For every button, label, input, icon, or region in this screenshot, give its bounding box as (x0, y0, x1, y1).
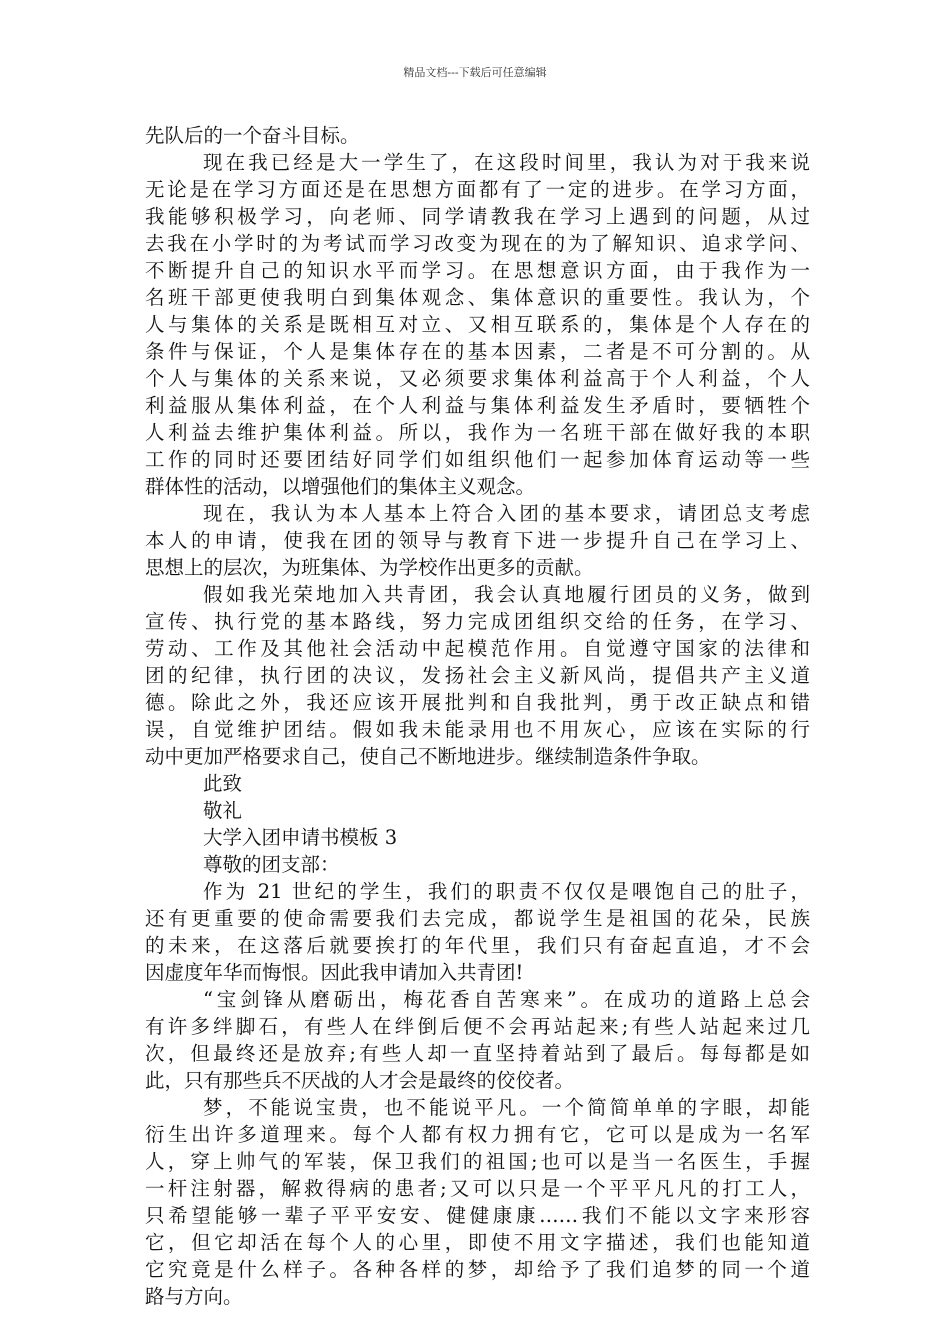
text-line: 利益服从集体利益，在个人利益与集体利益发生矛盾时，要牺牲个 (145, 394, 810, 417)
text-line: 工作的同时还要团结好同学们如组织他们一起参加体育运动等一些 (145, 448, 810, 471)
text-line: 个人与集体的关系来说，又必须要求集体利益高于个人利益，个人 (145, 367, 810, 390)
text-line: 只希望能够一辈子平平安安、健健康康……我们不能以文字来形容 (145, 1204, 810, 1227)
text-line: 本人的申请，使我在团的领导与教育下进一步提升自己在学习上、 (145, 529, 810, 552)
text-line: 人利益去维护集体利益。所以，我作为一名班干部在做好我的本职 (145, 421, 810, 444)
text-line: 衍生出许多道理来。每个人都有权力拥有它，它可以是成为一名军 (145, 1123, 810, 1146)
text-line: 我能够积极学习，向老师、同学请教我在学习上遇到的问题，从过 (145, 205, 810, 228)
text-line: 劳动、工作及其他社会活动中起模范作用。自觉遵守国家的法律和 (145, 637, 810, 660)
document-body (145, 122, 810, 1310)
text-line: 名班干部更使我明白到集体观念、集体意识的重要性。我认为，个 (145, 286, 810, 309)
text-line: 德。除此之外，我还应该开展批判和自我批判，勇于改正缺点和错 (145, 691, 810, 714)
text-line: 因虚度年华而悔恨。因此我申请加入共青团! (145, 961, 524, 984)
text-line: 大学入团申请书模板 3 (203, 826, 398, 849)
text-line: 它究竟是什么样子。各种各样的梦，却给予了我们追梦的同一个道 (145, 1258, 810, 1281)
text-line: 人，穿上帅气的军装，保卫我们的祖国;也可以是当一名医生，手握 (145, 1150, 810, 1173)
text-line: 假如我光荣地加入共青团，我会认真地履行团员的义务，做到 (203, 583, 810, 606)
text-line: 次，但最终还是放弃;有些人却一直坚持着站到了最后。每每都是如 (145, 1042, 810, 1065)
text-line: 思想上的层次，为班集体、为学校作出更多的贡献。 (145, 556, 594, 579)
text-line: 团的纪律，执行团的决议，发扬社会主义新风尚，提倡共产主义道 (145, 664, 810, 687)
page-header: 精品文档---下载后可任意编辑 (403, 66, 547, 79)
text-line: 的未来，在这落后就要挨打的年代里，我们只有奋起直追，才不会 (145, 934, 810, 957)
text-line: 群体性的活动，以增强他们的集体主义观念。 (145, 475, 536, 498)
text-line: 尊敬的团支部： (203, 853, 340, 876)
text-line: 误，自觉维护团结。假如我未能录用也不用灰心，应该在实际的行 (145, 718, 810, 741)
text-line: 现在，我认为本人基本上符合入团的基本要求，请团总支考虑 (203, 502, 810, 525)
text-line: 动中更加严格要求自己，使自己不断地进步。继续制造条件争取。 (145, 745, 711, 768)
text-line: 先队后的一个奋斗目标。 (145, 124, 360, 147)
text-line: 梦，不能说宝贵，也不能说平凡。一个简简单单的字眼，却能 (203, 1096, 810, 1119)
text-line: 敬礼 (203, 799, 243, 822)
text-line: 此致 (203, 772, 243, 795)
text-line: 此，只有那些兵不厌战的人才会是最终的佼佼者。 (145, 1069, 575, 1092)
text-line: 一杆注射器，解救得病的患者;又可以只是一个平平凡凡的打工人， (145, 1177, 810, 1200)
text-line: 它，但它却活在每个人的心里，即使不用文字描述，我们也能知道 (145, 1231, 810, 1254)
text-line: 条件与保证，个人是集体存在的基本因素，二者是不可分割的。从 (145, 340, 810, 363)
text-line: 人与集体的关系是既相互对立、又相互联系的，集体是个人存在的 (145, 313, 810, 336)
text-line: 无论是在学习方面还是在思想方面都有了一定的进步。在学习方面， (145, 178, 810, 201)
text-line: 不断提升自己的知识水平而学习。在思想意识方面，由于我作为一 (145, 259, 810, 282)
text-line: 有许多绊脚石，有些人在绊倒后便不会再站起来;有些人站起来过几 (145, 1015, 810, 1038)
text-line: 去我在小学时的为考试而学习改变为现在的为了解知识、追求学问、 (145, 232, 810, 255)
text-line: 现在我已经是大一学生了，在这段时间里，我认为对于我来说 (203, 151, 810, 174)
text-line: 宣传、执行党的基本路线，努力完成团组织交给的任务，在学习、 (145, 610, 810, 633)
text-line: 还有更重要的使命需要我们去完成，都说学生是祖国的花朵，民族 (145, 907, 810, 930)
text-line: 作为 21 世纪的学生，我们的职责不仅仅是喂饱自己的肚子， (203, 880, 810, 903)
text-line: 路与方向。 (145, 1285, 243, 1308)
text-line: “宝剑锋从磨砺出，梅花香自苦寒来”。在成功的道路上总会 (203, 988, 810, 1011)
